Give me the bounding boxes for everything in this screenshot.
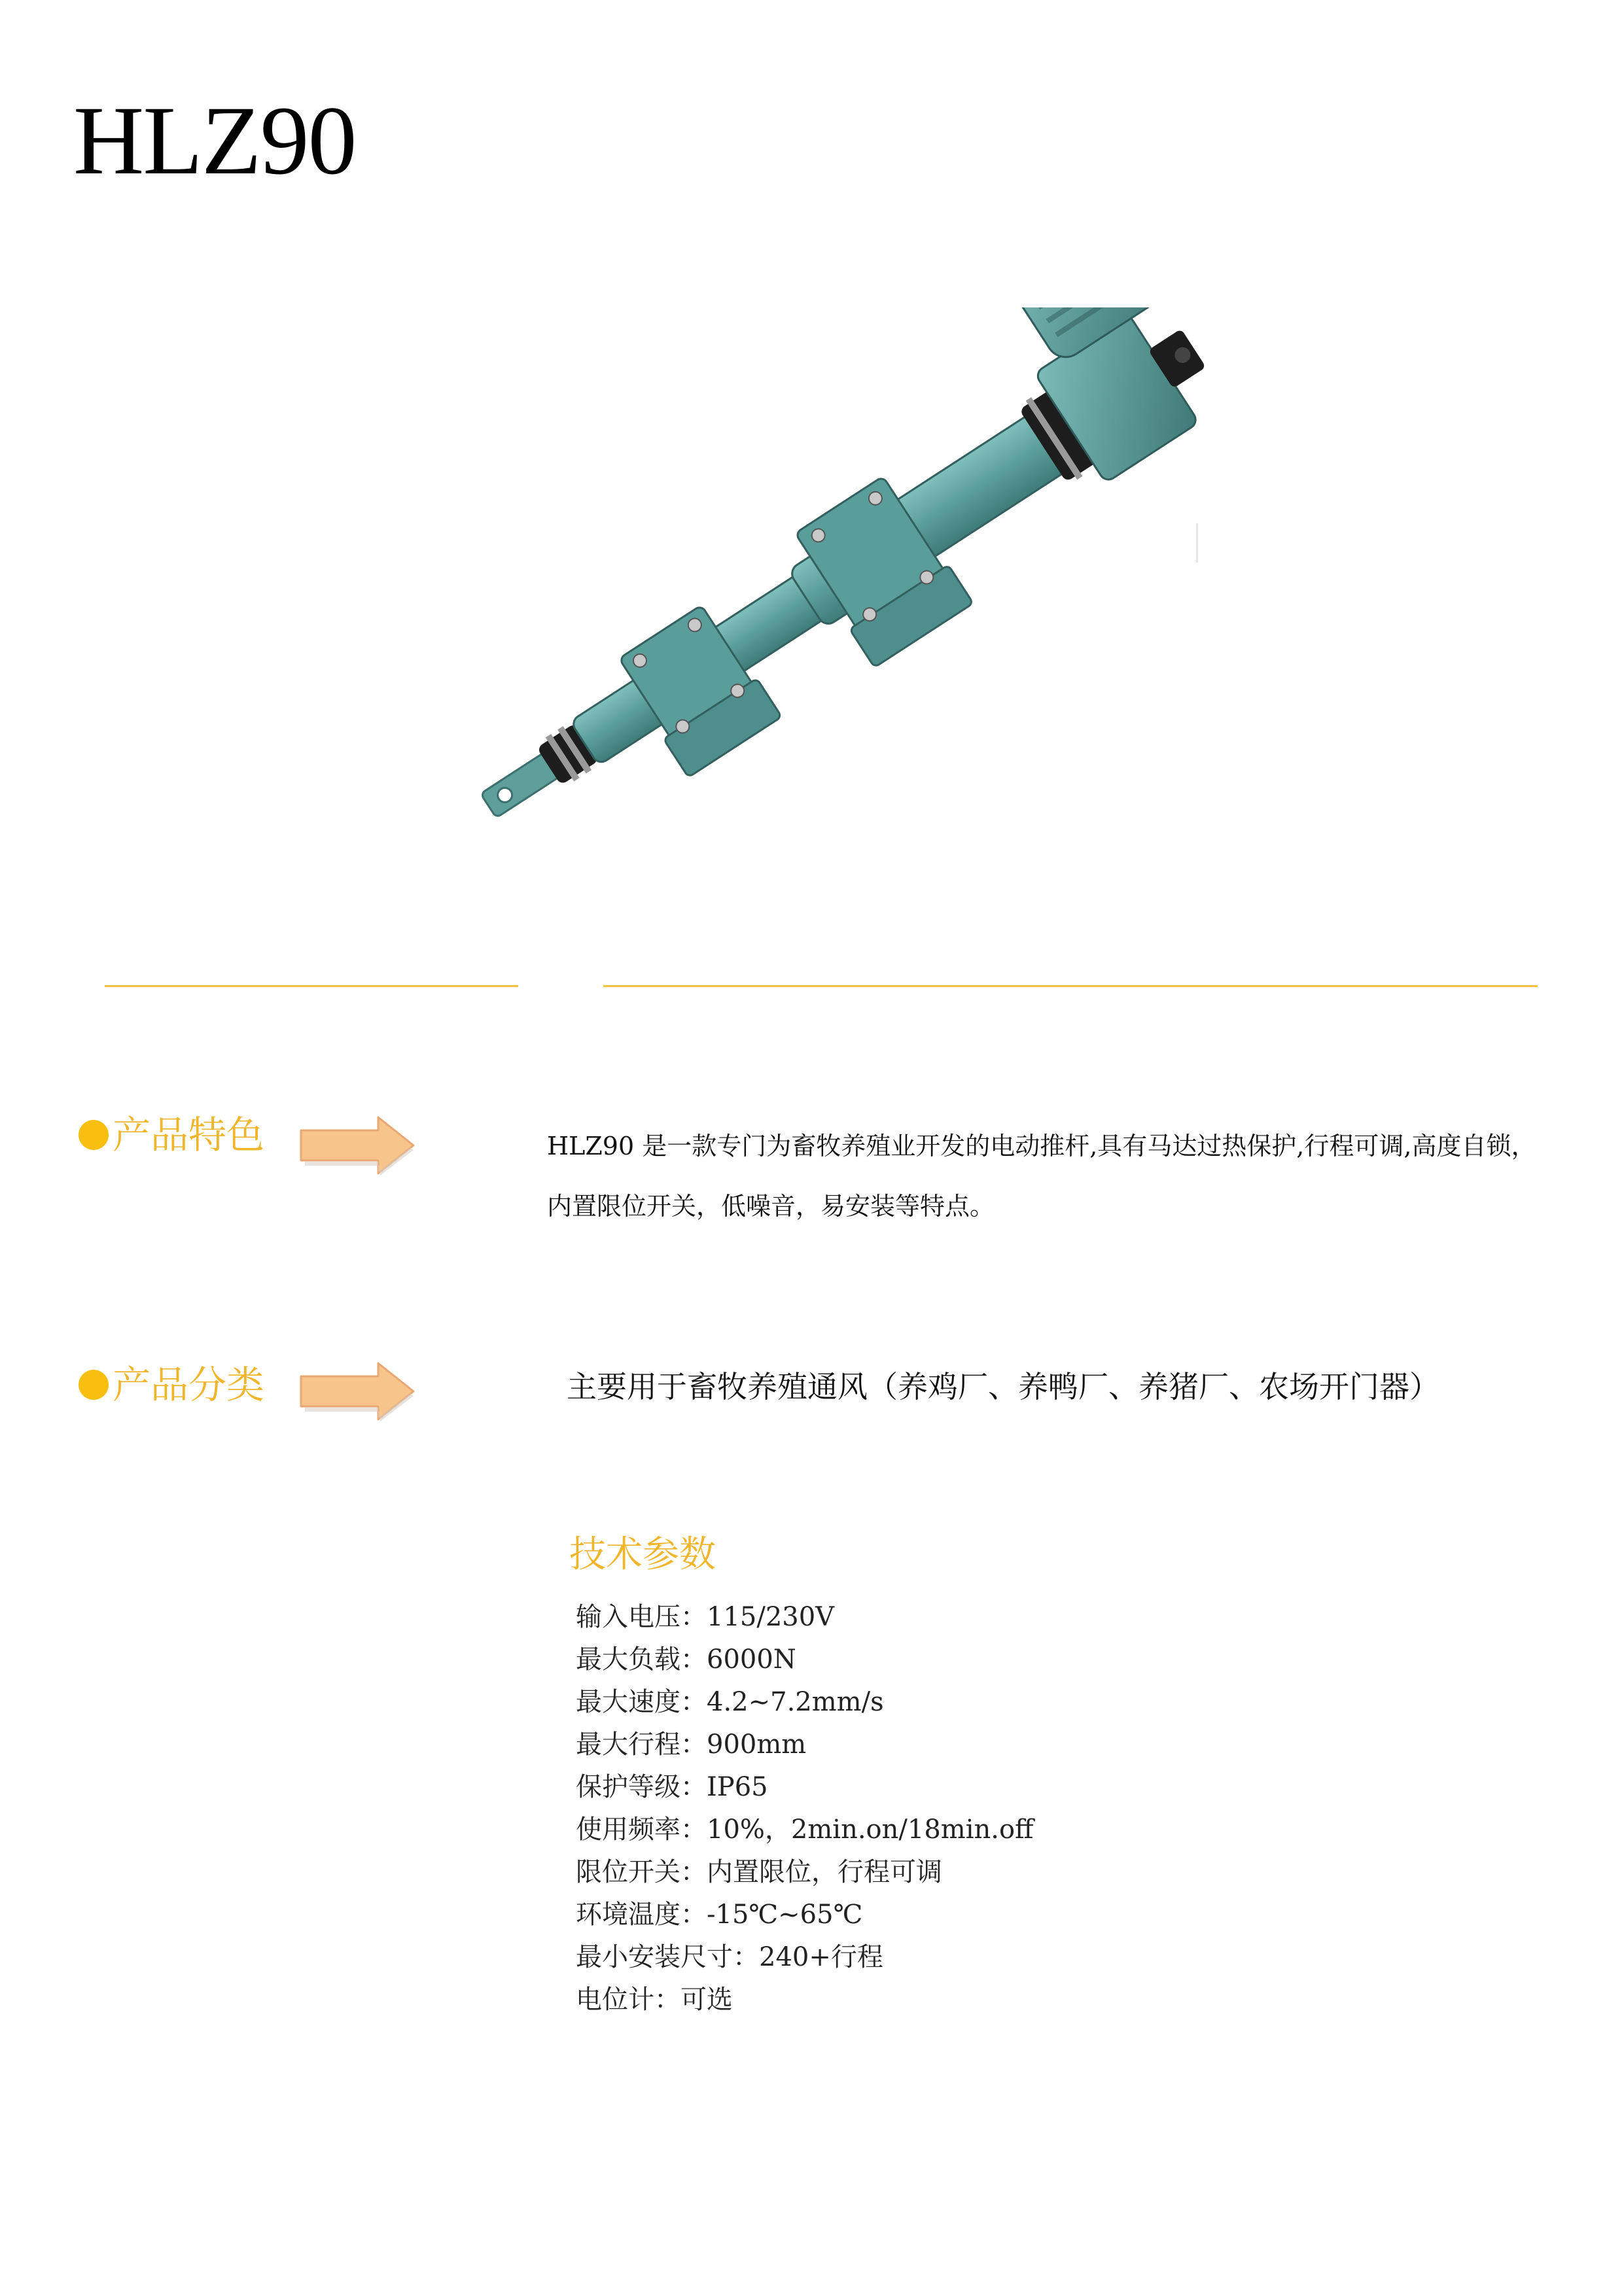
- spec-item-ambient-temperature: 环境温度：-15℃~65℃: [576, 1900, 863, 1930]
- spec-item-potentiometer: 电位计：可选: [576, 1985, 733, 2015]
- section-label-category: [79, 1362, 264, 1408]
- product-photo: [471, 307, 1217, 831]
- spec-item-limit-switch: 限位开关：内置限位，行程可调: [576, 1857, 942, 1887]
- spec-item-min-install-size: 最小安装尺寸：240+行程: [576, 1942, 883, 1972]
- section-label-features: [79, 1112, 264, 1158]
- spec-item-max-stroke: 最大行程：900mm: [576, 1730, 807, 1760]
- bullet-dot-icon: [79, 1120, 109, 1150]
- bullet-dot-icon: [79, 1370, 109, 1400]
- divider-left: [105, 985, 518, 987]
- specs-list: [576, 1596, 1033, 2021]
- specs-title: 技术参数: [569, 1533, 716, 1576]
- spec-item-input-voltage: 输入电压：115/230V: [576, 1602, 835, 1632]
- category-label-text: 产品分类: [113, 1363, 265, 1407]
- category-description: 主要用于畜牧养殖通风（养鸡厂、养鸭厂、养猪厂、农场开门器）: [567, 1369, 1439, 1404]
- right-arrow-icon: [298, 1116, 416, 1175]
- features-label-text: 产品特色: [113, 1113, 265, 1157]
- spec-item-duty-cycle: 使用频率：10%，2min.on/18min.off: [576, 1815, 1034, 1845]
- right-arrow-icon: [298, 1362, 416, 1421]
- spec-item-protection-class: 保护等级：IP65: [576, 1772, 768, 1802]
- features-description: HLZ90 是一款专门为畜牧养殖业开发的电动推杆,具有马达过热保护,行程可调,高度自锁，内置限位开关，低噪音，易安装等特点。: [547, 1132, 1536, 1221]
- divider-right: [603, 985, 1538, 987]
- spec-item-max-load: 最大负载：6000N: [576, 1644, 796, 1675]
- spec-item-max-speed: 最大速度：4.2~7.2mm/s: [576, 1687, 884, 1717]
- page-title: HLZ90: [73, 86, 356, 195]
